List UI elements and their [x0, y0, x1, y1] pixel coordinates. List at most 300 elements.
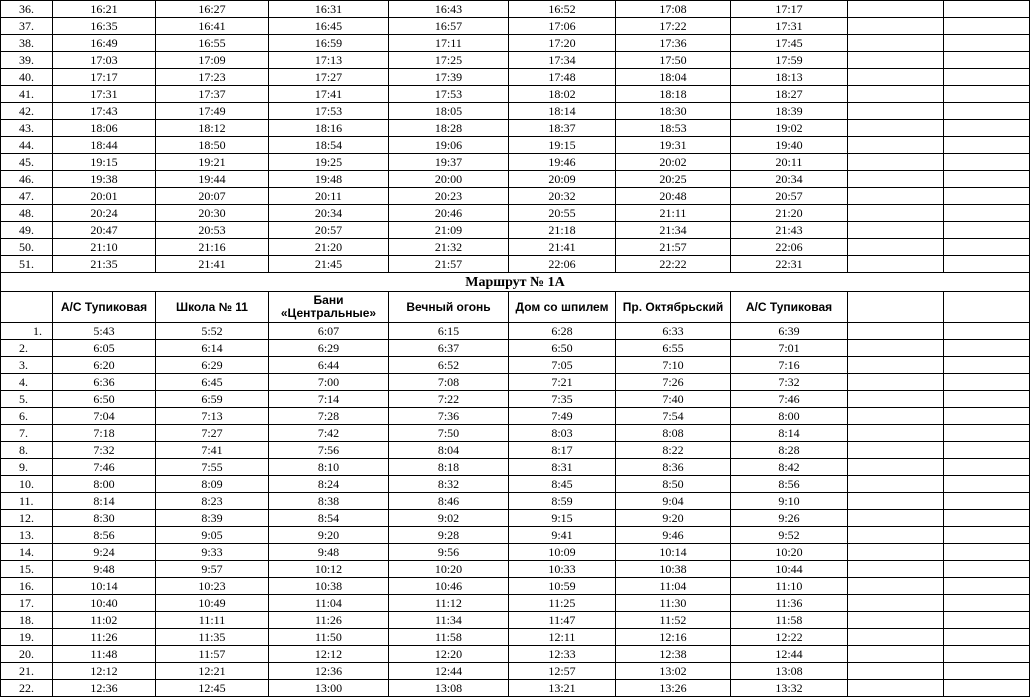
time-cell: 8:18	[389, 459, 509, 476]
time-cell: 21:43	[731, 222, 848, 239]
time-cell: 20:07	[156, 188, 269, 205]
time-cell: 17:20	[509, 35, 616, 52]
time-cell: 11:04	[616, 578, 731, 595]
time-cell: 12:33	[509, 646, 616, 663]
time-cell: 7:32	[53, 442, 156, 459]
time-cell: 21:57	[389, 256, 509, 273]
time-cell: 16:31	[269, 1, 389, 18]
table-row	[1, 476, 1030, 493]
time-cell: 21:20	[731, 205, 848, 222]
empty-cell	[944, 391, 1030, 408]
empty-cell	[944, 544, 1030, 561]
time-cell: 7:56	[269, 442, 389, 459]
time-cell: 8:00	[731, 408, 848, 425]
time-cell: 11:52	[616, 612, 731, 629]
row-number: 1.	[1, 323, 53, 340]
time-cell: 6:05	[53, 340, 156, 357]
empty-cell	[944, 52, 1030, 69]
time-cell: 11:11	[156, 612, 269, 629]
time-cell: 19:40	[731, 137, 848, 154]
time-cell: 21:18	[509, 222, 616, 239]
time-cell: 21:45	[269, 256, 389, 273]
empty-cell	[944, 459, 1030, 476]
time-cell: 7:40	[616, 391, 731, 408]
time-cell: 9:15	[509, 510, 616, 527]
table-row	[1, 663, 1030, 680]
time-cell: 18:02	[509, 86, 616, 103]
time-cell: 5:43	[53, 323, 156, 340]
time-cell: 22:22	[616, 256, 731, 273]
time-cell: 17:31	[53, 86, 156, 103]
time-cell: 7:28	[269, 408, 389, 425]
time-cell: 8:56	[731, 476, 848, 493]
time-cell: 21:20	[269, 239, 389, 256]
empty-cell	[944, 222, 1030, 239]
empty-cell	[944, 188, 1030, 205]
time-cell: 18:53	[616, 120, 731, 137]
time-cell: 17:17	[731, 1, 848, 18]
time-cell: 17:06	[509, 18, 616, 35]
time-cell: 11:10	[731, 578, 848, 595]
time-cell: 7:08	[389, 374, 509, 391]
row-number: 42.	[1, 103, 53, 120]
empty-cell	[848, 340, 944, 357]
time-cell: 21:16	[156, 239, 269, 256]
time-cell: 17:59	[731, 52, 848, 69]
time-cell: 7:18	[53, 425, 156, 442]
empty-cell	[848, 442, 944, 459]
empty-cell	[848, 205, 944, 222]
time-cell: 8:04	[389, 442, 509, 459]
time-cell: 6:07	[269, 323, 389, 340]
time-cell: 17:49	[156, 103, 269, 120]
stops-header-blank	[1, 292, 53, 323]
time-cell: 6:37	[389, 340, 509, 357]
row-number: 5.	[1, 391, 53, 408]
time-cell: 6:55	[616, 340, 731, 357]
table-row	[1, 69, 1030, 86]
time-cell: 19:44	[156, 171, 269, 188]
empty-cell	[944, 476, 1030, 493]
time-cell: 20:46	[389, 205, 509, 222]
empty-cell	[848, 137, 944, 154]
empty-cell	[848, 408, 944, 425]
time-cell: 16:57	[389, 18, 509, 35]
time-cell: 10:20	[731, 544, 848, 561]
time-cell: 11:36	[731, 595, 848, 612]
time-cell: 11:12	[389, 595, 509, 612]
time-cell: 18:04	[616, 69, 731, 86]
time-cell: 17:41	[269, 86, 389, 103]
table-row	[1, 137, 1030, 154]
time-cell: 13:32	[731, 680, 848, 697]
time-cell: 19:15	[509, 137, 616, 154]
empty-cell	[848, 18, 944, 35]
row-number: 51.	[1, 256, 53, 273]
time-cell: 10:14	[616, 544, 731, 561]
empty-cell	[848, 188, 944, 205]
time-cell: 12:22	[731, 629, 848, 646]
stop-header: А/С Тупиковая	[53, 292, 156, 323]
table-row	[1, 595, 1030, 612]
table-row	[1, 408, 1030, 425]
row-number: 9.	[1, 459, 53, 476]
time-cell: 9:04	[616, 493, 731, 510]
time-cell: 16:43	[389, 1, 509, 18]
time-cell: 7:41	[156, 442, 269, 459]
empty-cell	[944, 69, 1030, 86]
time-cell: 12:57	[509, 663, 616, 680]
empty-cell	[848, 239, 944, 256]
time-cell: 11:30	[616, 595, 731, 612]
time-cell: 17:34	[509, 52, 616, 69]
time-cell: 17:27	[269, 69, 389, 86]
time-cell: 7:42	[269, 425, 389, 442]
time-cell: 18:12	[156, 120, 269, 137]
row-number: 47.	[1, 188, 53, 205]
time-cell: 9:20	[269, 527, 389, 544]
time-cell: 21:35	[53, 256, 156, 273]
time-cell: 20:47	[53, 222, 156, 239]
time-cell: 9:52	[731, 527, 848, 544]
time-cell: 20:01	[53, 188, 156, 205]
time-cell: 10:49	[156, 595, 269, 612]
time-cell: 17:53	[269, 103, 389, 120]
table-row	[1, 612, 1030, 629]
time-cell: 17:31	[731, 18, 848, 35]
time-cell: 18:14	[509, 103, 616, 120]
time-cell: 6:28	[509, 323, 616, 340]
time-cell: 18:54	[269, 137, 389, 154]
time-cell: 17:50	[616, 52, 731, 69]
time-cell: 10:23	[156, 578, 269, 595]
empty-cell	[848, 493, 944, 510]
row-number: 7.	[1, 425, 53, 442]
time-cell: 10:20	[389, 561, 509, 578]
time-cell: 18:39	[731, 103, 848, 120]
empty-cell	[848, 595, 944, 612]
row-number: 2.	[1, 340, 53, 357]
time-cell: 8:39	[156, 510, 269, 527]
time-cell: 7:49	[509, 408, 616, 425]
time-cell: 8:03	[509, 425, 616, 442]
time-cell: 11:04	[269, 595, 389, 612]
time-cell: 17:53	[389, 86, 509, 103]
row-number: 39.	[1, 52, 53, 69]
table-row	[1, 1, 1030, 18]
time-cell: 17:13	[269, 52, 389, 69]
time-cell: 17:48	[509, 69, 616, 86]
schedule-top-section	[1, 1, 1030, 273]
time-cell: 10:40	[53, 595, 156, 612]
time-cell: 11:57	[156, 646, 269, 663]
time-cell: 6:44	[269, 357, 389, 374]
row-number: 4.	[1, 374, 53, 391]
empty-cell	[944, 171, 1030, 188]
empty-cell	[944, 1, 1030, 18]
time-cell: 17:25	[389, 52, 509, 69]
row-number: 49.	[1, 222, 53, 239]
time-cell: 9:56	[389, 544, 509, 561]
time-cell: 17:17	[53, 69, 156, 86]
row-number: 38.	[1, 35, 53, 52]
empty-cell	[848, 256, 944, 273]
empty-cell	[944, 357, 1030, 374]
time-cell: 7:00	[269, 374, 389, 391]
empty-cell	[944, 374, 1030, 391]
time-cell: 19:15	[53, 154, 156, 171]
stop-header: Школа № 11	[156, 292, 269, 323]
time-cell: 9:20	[616, 510, 731, 527]
time-cell: 11:58	[389, 629, 509, 646]
time-cell: 20:34	[731, 171, 848, 188]
row-number: 45.	[1, 154, 53, 171]
time-cell: 17:03	[53, 52, 156, 69]
empty-cell	[944, 205, 1030, 222]
time-cell: 21:57	[616, 239, 731, 256]
row-number: 15.	[1, 561, 53, 578]
time-cell: 10:38	[269, 578, 389, 595]
empty-cell	[848, 1, 944, 18]
empty-cell	[848, 527, 944, 544]
time-cell: 9:57	[156, 561, 269, 578]
time-cell: 16:45	[269, 18, 389, 35]
row-number: 40.	[1, 69, 53, 86]
time-cell: 17:36	[616, 35, 731, 52]
time-cell: 10:12	[269, 561, 389, 578]
time-cell: 16:55	[156, 35, 269, 52]
time-cell: 7:36	[389, 408, 509, 425]
time-cell: 8:24	[269, 476, 389, 493]
time-cell: 6:20	[53, 357, 156, 374]
row-number: 36.	[1, 1, 53, 18]
time-cell: 7:46	[53, 459, 156, 476]
row-number: 41.	[1, 86, 53, 103]
time-cell: 19:31	[616, 137, 731, 154]
time-cell: 21:10	[53, 239, 156, 256]
empty-cell	[944, 256, 1030, 273]
time-cell: 20:09	[509, 171, 616, 188]
time-cell: 9:41	[509, 527, 616, 544]
time-cell: 20:11	[269, 188, 389, 205]
row-number: 46.	[1, 171, 53, 188]
empty-cell	[944, 425, 1030, 442]
empty-cell	[944, 103, 1030, 120]
time-cell: 7:35	[509, 391, 616, 408]
time-cell: 9:24	[53, 544, 156, 561]
table-row	[1, 18, 1030, 35]
time-cell: 8:14	[53, 493, 156, 510]
time-cell: 13:08	[731, 663, 848, 680]
row-number: 3.	[1, 357, 53, 374]
time-cell: 12:45	[156, 680, 269, 697]
time-cell: 9:46	[616, 527, 731, 544]
time-cell: 12:44	[731, 646, 848, 663]
time-cell: 22:06	[509, 256, 616, 273]
row-number: 48.	[1, 205, 53, 222]
time-cell: 21:41	[509, 239, 616, 256]
row-number: 44.	[1, 137, 53, 154]
route-section	[1, 273, 1030, 323]
table-row	[1, 52, 1030, 69]
row-number: 11.	[1, 493, 53, 510]
empty-cell	[848, 52, 944, 69]
stops-header-row	[1, 292, 1030, 323]
time-cell: 7:32	[731, 374, 848, 391]
time-cell: 12:44	[389, 663, 509, 680]
time-cell: 6:45	[156, 374, 269, 391]
row-number: 37.	[1, 18, 53, 35]
empty-cell	[944, 595, 1030, 612]
empty-cell	[848, 544, 944, 561]
row-number: 19.	[1, 629, 53, 646]
time-cell: 9:10	[731, 493, 848, 510]
time-cell: 10:44	[731, 561, 848, 578]
table-row	[1, 239, 1030, 256]
time-cell: 6:15	[389, 323, 509, 340]
empty-cell	[848, 459, 944, 476]
empty-cell	[944, 120, 1030, 137]
row-number: 8.	[1, 442, 53, 459]
time-cell: 7:50	[389, 425, 509, 442]
time-cell: 20:11	[731, 154, 848, 171]
time-cell: 16:52	[509, 1, 616, 18]
time-cell: 18:37	[509, 120, 616, 137]
empty-cell	[848, 222, 944, 239]
time-cell: 8:17	[509, 442, 616, 459]
time-cell: 7:14	[269, 391, 389, 408]
time-cell: 6:50	[53, 391, 156, 408]
time-cell: 11:47	[509, 612, 616, 629]
time-cell: 13:00	[269, 680, 389, 697]
table-row	[1, 646, 1030, 663]
empty-cell	[944, 323, 1030, 340]
empty-cell	[848, 561, 944, 578]
empty-cell	[848, 646, 944, 663]
time-cell: 17:37	[156, 86, 269, 103]
time-cell: 8:09	[156, 476, 269, 493]
time-cell: 19:25	[269, 154, 389, 171]
row-number: 20.	[1, 646, 53, 663]
time-cell: 13:21	[509, 680, 616, 697]
table-row	[1, 459, 1030, 476]
time-cell: 11:58	[731, 612, 848, 629]
time-cell: 12:36	[53, 680, 156, 697]
time-cell: 19:37	[389, 154, 509, 171]
time-cell: 11:34	[389, 612, 509, 629]
table-row	[1, 629, 1030, 646]
time-cell: 21:34	[616, 222, 731, 239]
time-cell: 8:59	[509, 493, 616, 510]
empty-cell	[944, 527, 1030, 544]
empty-cell	[944, 646, 1030, 663]
time-cell: 9:26	[731, 510, 848, 527]
table-row	[1, 391, 1030, 408]
time-cell: 8:32	[389, 476, 509, 493]
empty-cell	[848, 120, 944, 137]
empty-cell	[944, 510, 1030, 527]
stop-header: Пр. Октябрьский	[616, 292, 731, 323]
time-cell: 6:29	[269, 340, 389, 357]
time-cell: 6:59	[156, 391, 269, 408]
empty-cell	[848, 425, 944, 442]
time-cell: 10:38	[616, 561, 731, 578]
time-cell: 7:04	[53, 408, 156, 425]
time-cell: 8:54	[269, 510, 389, 527]
time-cell: 8:08	[616, 425, 731, 442]
stops-header-blank	[848, 292, 944, 323]
time-cell: 11:25	[509, 595, 616, 612]
time-cell: 20:48	[616, 188, 731, 205]
time-cell: 19:02	[731, 120, 848, 137]
time-cell: 10:46	[389, 578, 509, 595]
time-cell: 18:06	[53, 120, 156, 137]
time-cell: 10:09	[509, 544, 616, 561]
row-number: 16.	[1, 578, 53, 595]
time-cell: 12:38	[616, 646, 731, 663]
time-cell: 9:05	[156, 527, 269, 544]
time-cell: 8:28	[731, 442, 848, 459]
table-row	[1, 561, 1030, 578]
empty-cell	[944, 35, 1030, 52]
empty-cell	[944, 239, 1030, 256]
time-cell: 13:08	[389, 680, 509, 697]
time-cell: 20:34	[269, 205, 389, 222]
route-title-row	[1, 273, 1030, 292]
table-row	[1, 374, 1030, 391]
empty-cell	[848, 680, 944, 697]
time-cell: 17:39	[389, 69, 509, 86]
table-row	[1, 35, 1030, 52]
time-cell: 7:21	[509, 374, 616, 391]
time-cell: 12:12	[269, 646, 389, 663]
time-cell: 9:48	[269, 544, 389, 561]
time-cell: 16:21	[53, 1, 156, 18]
time-cell: 6:36	[53, 374, 156, 391]
time-cell: 11:26	[269, 612, 389, 629]
time-cell: 21:11	[616, 205, 731, 222]
time-cell: 7:16	[731, 357, 848, 374]
time-cell: 18:18	[616, 86, 731, 103]
table-row	[1, 86, 1030, 103]
time-cell: 8:14	[731, 425, 848, 442]
time-cell: 11:50	[269, 629, 389, 646]
empty-cell	[944, 442, 1030, 459]
time-cell: 6:52	[389, 357, 509, 374]
time-cell: 20:23	[389, 188, 509, 205]
time-cell: 8:56	[53, 527, 156, 544]
stops-header-blank	[944, 292, 1030, 323]
table-row	[1, 256, 1030, 273]
empty-cell	[944, 154, 1030, 171]
time-cell: 12:21	[156, 663, 269, 680]
stop-header: Дом со шпилем	[509, 292, 616, 323]
time-cell: 8:22	[616, 442, 731, 459]
time-cell: 21:09	[389, 222, 509, 239]
empty-cell	[944, 408, 1030, 425]
table-row	[1, 578, 1030, 595]
empty-cell	[848, 154, 944, 171]
empty-cell	[848, 357, 944, 374]
time-cell: 13:26	[616, 680, 731, 697]
time-cell: 9:28	[389, 527, 509, 544]
time-cell: 13:02	[616, 663, 731, 680]
time-cell: 9:02	[389, 510, 509, 527]
time-cell: 8:38	[269, 493, 389, 510]
time-cell: 17:09	[156, 52, 269, 69]
row-number: 17.	[1, 595, 53, 612]
time-cell: 17:08	[616, 1, 731, 18]
